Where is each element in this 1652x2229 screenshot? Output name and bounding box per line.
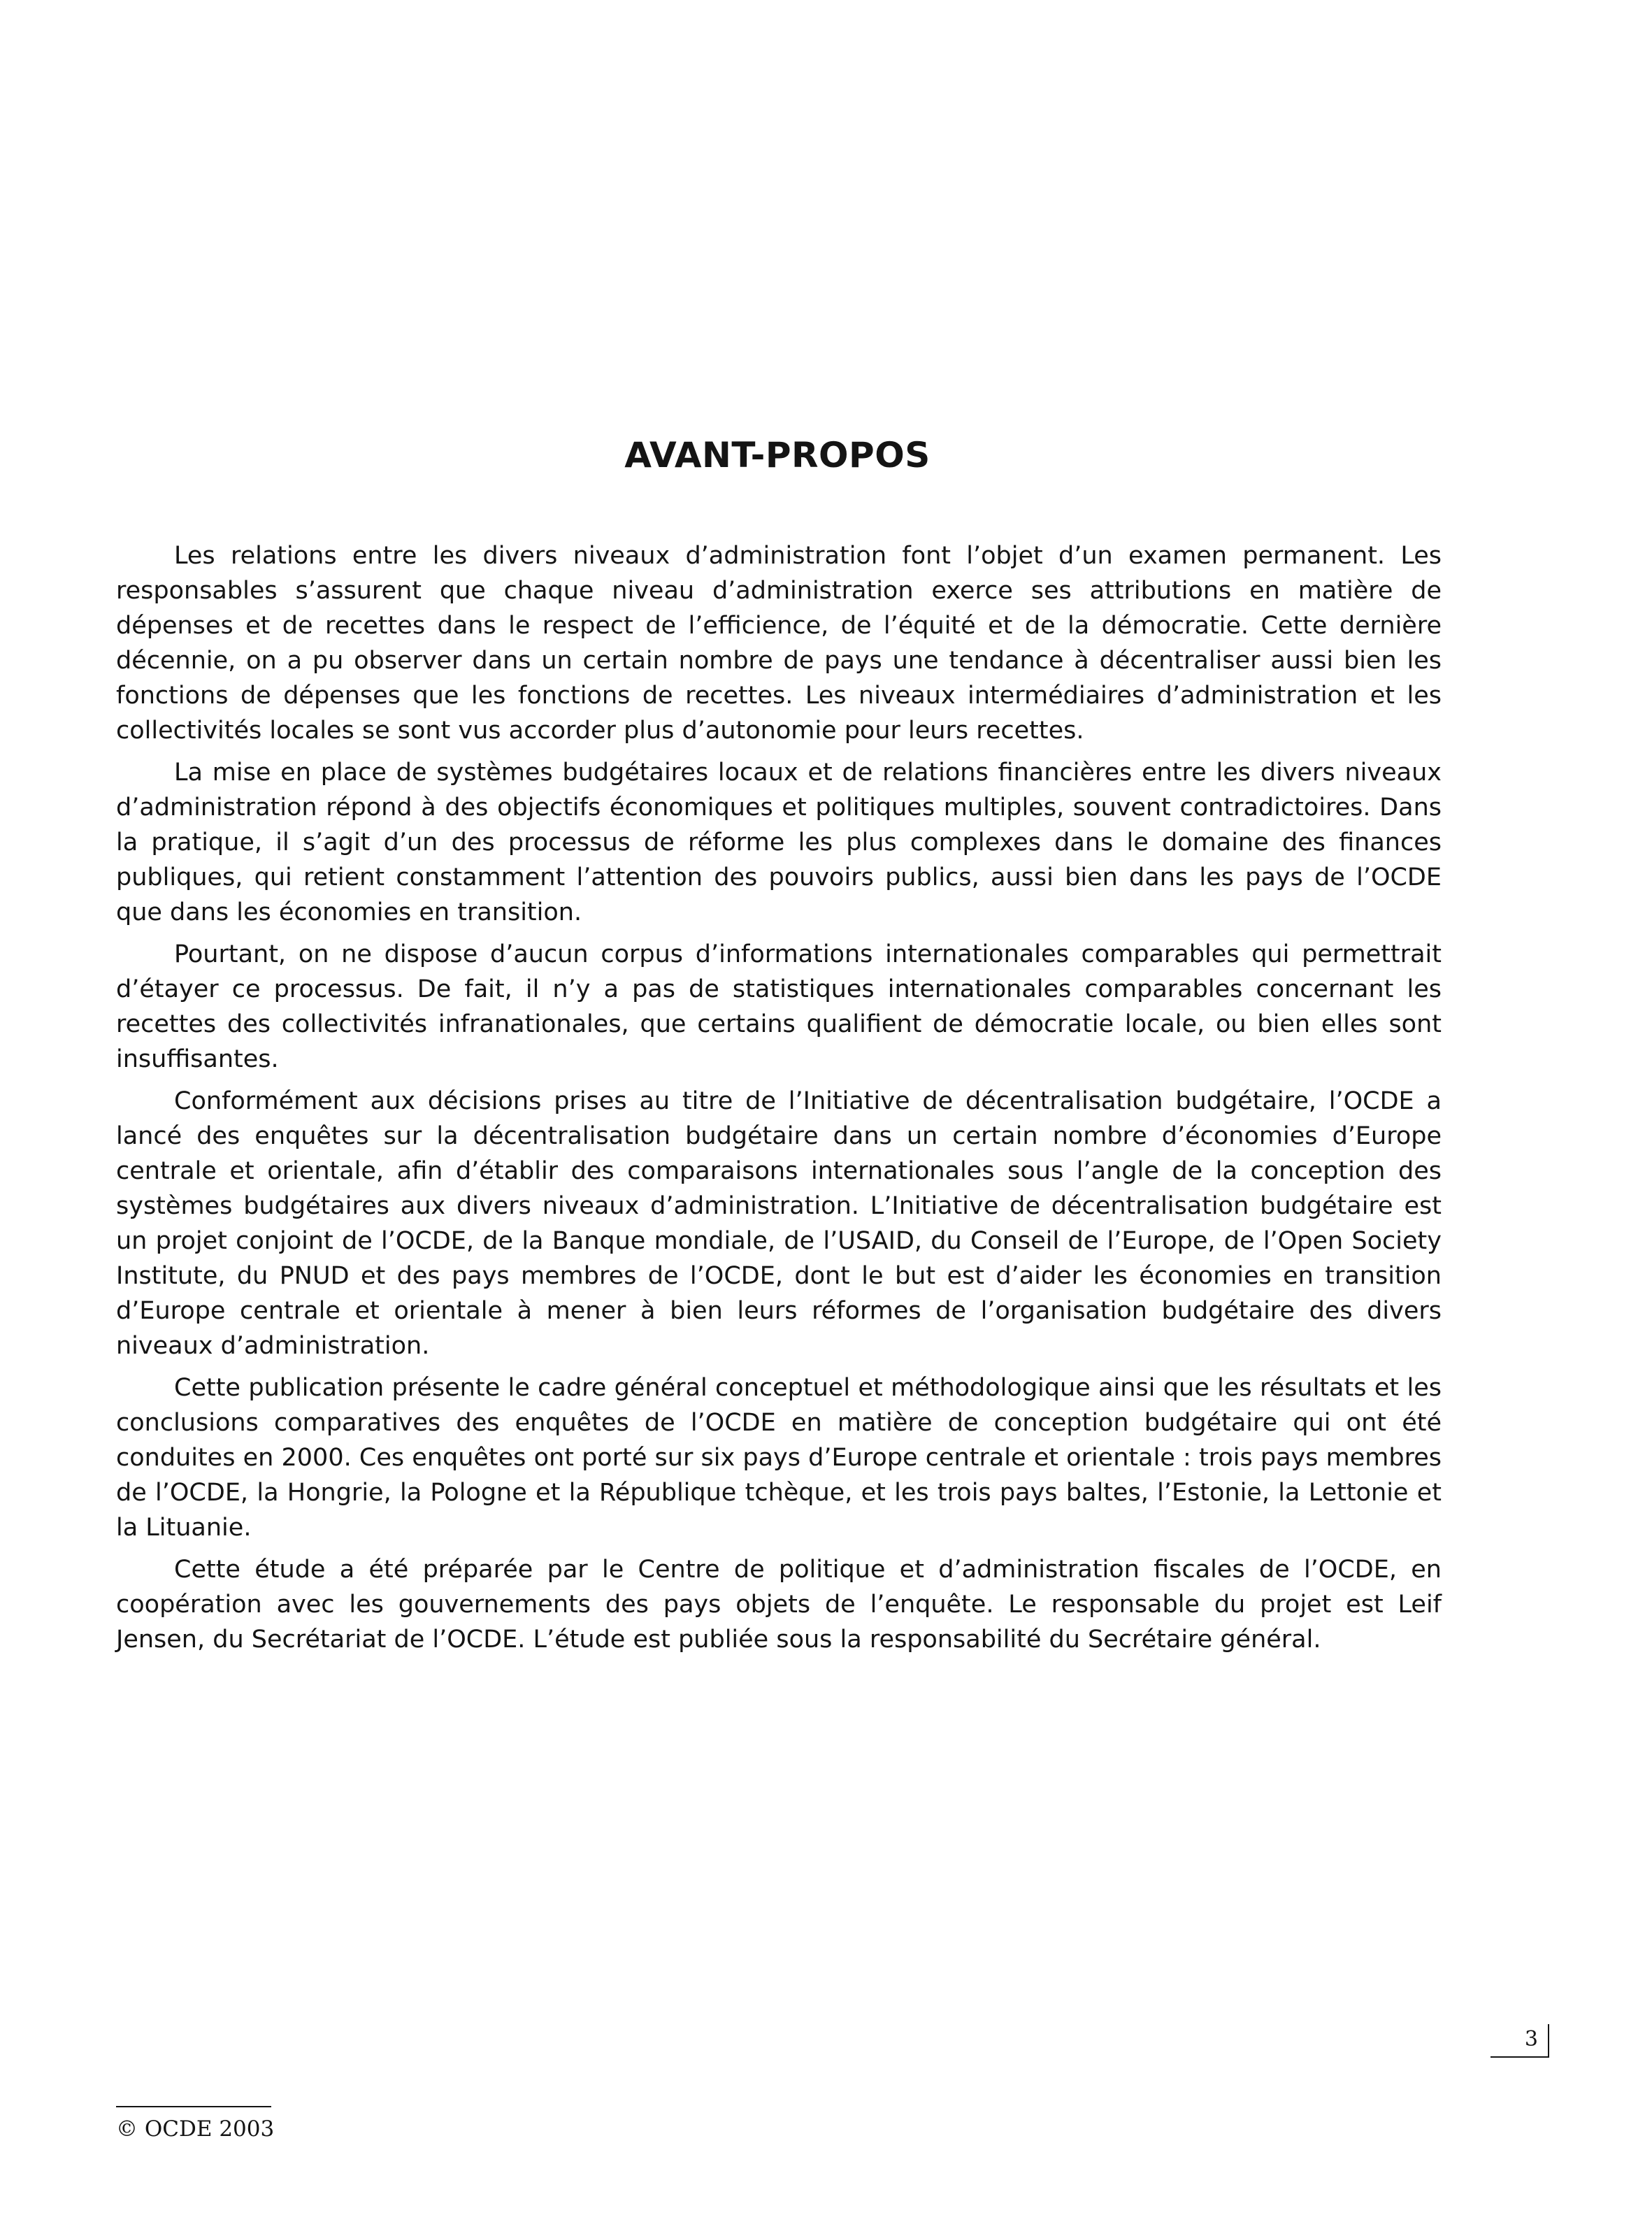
- page-number: 3: [1491, 2024, 1549, 2058]
- copyright-notice: © OCDE 2003: [116, 2116, 275, 2142]
- paragraph: Les relations entre les divers niveaux d’administration font l’objet d’un examen permanent. Les responsables s’assurent que chaque niveau d’administration exerce ses attributions en matière de dépenses et de recettes dans le respect de l’efficience, de l’équité et de la démocratie. Cette dernière décennie, on a pu observer dans un certain nombre de pays une tendance à décentraliser aussi bien les fonctions de dépenses que les fonctions de recettes. Les niveaux intermédiaires d’administration et les collectivités locales se sont vus accorder plus d’autonomie pour leurs recettes.: [116, 542, 1442, 745]
- paragraph: Conformément aux décisions prises au titre de l’Initiative de décentralisation budgétaire, l’OCDE a lancé des enquêtes sur la décentralisation budgétaire dans un certain nombre d’économies d’Europe centrale et orientale, afin d’établir des comparaisons internationales sous l’angle de la conception des systèmes budgétaires aux divers niveaux d’administration. L’Initiative de décentralisation budgétaire est un projet conjoint de l’OCDE, de la Banque mondiale, de l’USAID, du Conseil de l’Europe, de l’Open Society Institute, du PNUD et des pays membres de l’OCDE, dont le but est d’aider les économies en transition d’Europe centrale et orientale à mener à bien leurs réformes de l’organisation budgétaire des divers niveaux d’administration.: [116, 1087, 1442, 1360]
- page-title: AVANT-PROPOS: [624, 435, 931, 475]
- paragraph: Cette publication présente le cadre général conceptuel et méthodologique ainsi que les résultats et les conclusions comparatives des enquêtes de l’OCDE en matière de conception budgétaire qui ont été conduites en 2000. Ces enquêtes ont porté sur six pays d’Europe centrale et orientale : trois pays membres de l’OCDE, la Hongrie, la Pologne et la République tchèque, et les trois pays baltes, l’Estonie, la Lettonie et la Lituanie.: [116, 1374, 1442, 1542]
- footer-divider: [116, 2106, 271, 2107]
- body-text: [116, 538, 1442, 1664]
- paragraph: Pourtant, on ne dispose d’aucun corpus d’informations internationales comparables qui permettrait d’étayer ce processus. De fait, il n’y a pas de statistiques internationales comparables concernant les recettes des collectivités infranationales, que certains qualifient de démocratie locale, ou bien elles sont insuffisantes.: [116, 940, 1442, 1073]
- paragraph: Cette étude a été préparée par le Centre de politique et d’administration fiscales de l’OCDE, en coopération avec les gouvernements des pays objets de l’enquête. Le responsable du projet est Leif Jensen, du Secrétariat de l’OCDE. L’étude est publiée sous la responsabilité du Secrétaire général.: [116, 1556, 1442, 1654]
- paragraph: La mise en place de systèmes budgétaires locaux et de relations financières entre les divers niveaux d’administration répond à des objectifs économiques et politiques multiples, souvent contradictoires. Dans la pratique, il s’agit d’un des processus de réforme les plus complexes dans le domaine des finances publiques, qui retient constamment l’attention des pouvoirs publics, aussi bien dans les pays de l’OCDE que dans les économies en transition.: [116, 759, 1442, 926]
